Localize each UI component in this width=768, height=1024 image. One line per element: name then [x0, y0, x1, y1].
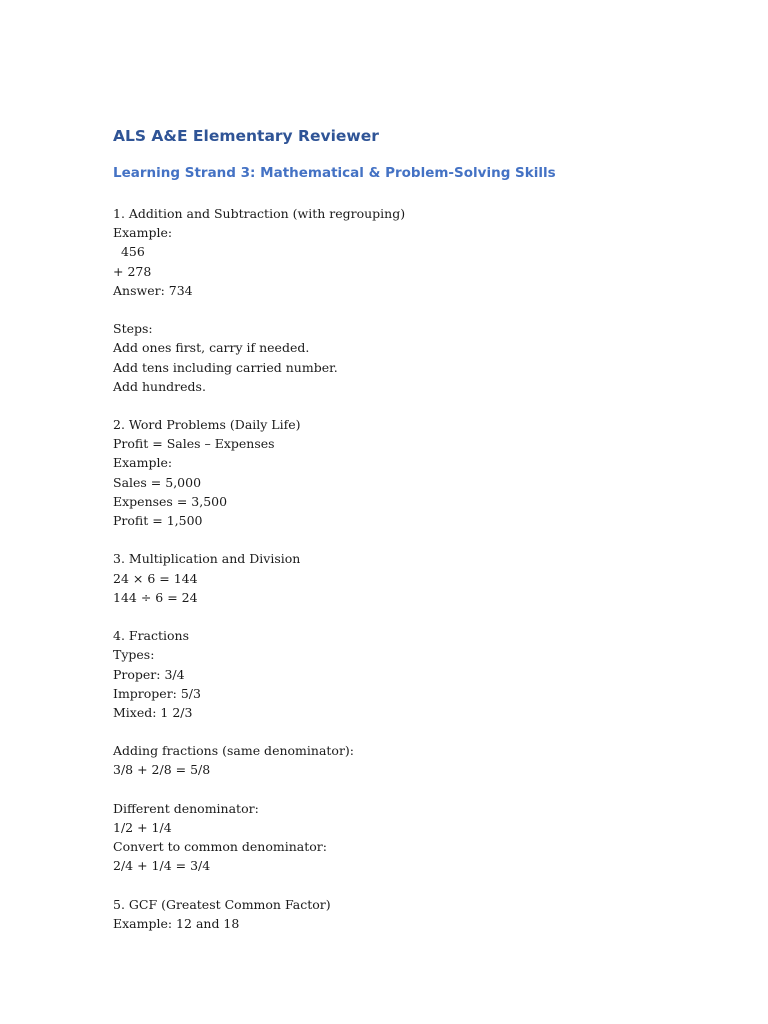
text-line: Answer: 734	[113, 282, 193, 298]
document-body	[113, 204, 713, 933]
text-line: 1. Addition and Subtraction (with regrouping)	[113, 206, 406, 221]
text-line: Steps:	[113, 321, 153, 337]
document-title: ALS A&E Elementary Reviewer	[113, 127, 379, 145]
text-line: Different denominator:	[113, 800, 259, 816]
text-line: Profit = Sales – Expenses	[113, 436, 275, 452]
text-line: 2/4 + 1/4 = 3/4	[113, 858, 211, 874]
blank-line	[113, 876, 713, 895]
text-line: Add tens including carried number.	[113, 359, 338, 375]
text-line: Add hundreds.	[113, 378, 206, 394]
text-line: Adding fractions (same denominator):	[113, 743, 355, 759]
text-line: 3. Multiplication and Division	[113, 551, 301, 567]
blank-line	[113, 607, 713, 626]
text-line: 24 × 6 = 144	[113, 570, 198, 586]
text-line: Mixed: 1 2/3	[113, 704, 193, 720]
text-line: 144 ÷ 6 = 24	[113, 589, 198, 605]
blank-line	[113, 300, 713, 319]
text-line: Expenses = 3,500	[113, 493, 228, 509]
text-line: Proper: 3/4	[113, 666, 185, 682]
text-line: Sales = 5,000	[113, 474, 202, 490]
text-line: 1/2 + 1/4	[113, 820, 172, 835]
blank-line	[113, 722, 713, 741]
text-line: Example: 12 and 18	[113, 915, 240, 931]
blank-line	[113, 780, 713, 799]
text-line: 5. GCF (Greatest Common Factor)	[113, 896, 331, 912]
text-line: Improper: 5/3	[113, 685, 201, 701]
text-line: 456	[113, 244, 145, 260]
text-line: Types:	[113, 647, 155, 663]
text-line: 2. Word Problems (Daily Life)	[113, 417, 301, 433]
blank-line	[113, 530, 713, 549]
text-line: Example:	[113, 455, 173, 471]
text-line: 4. Fractions	[113, 628, 190, 644]
text-line: Profit = 1,500	[113, 513, 203, 528]
text-line: Example:	[113, 225, 173, 241]
text-line: 3/8 + 2/8 = 5/8	[113, 762, 211, 778]
blank-line	[113, 396, 713, 415]
document-page	[113, 124, 713, 933]
text-line: + 278	[113, 263, 152, 279]
document-subtitle: Learning Strand 3: Mathematical & Problem-Solving Skills	[113, 165, 556, 181]
text-line: Add ones first, carry if needed.	[113, 340, 310, 356]
text-line: Convert to common denominator:	[113, 839, 327, 855]
